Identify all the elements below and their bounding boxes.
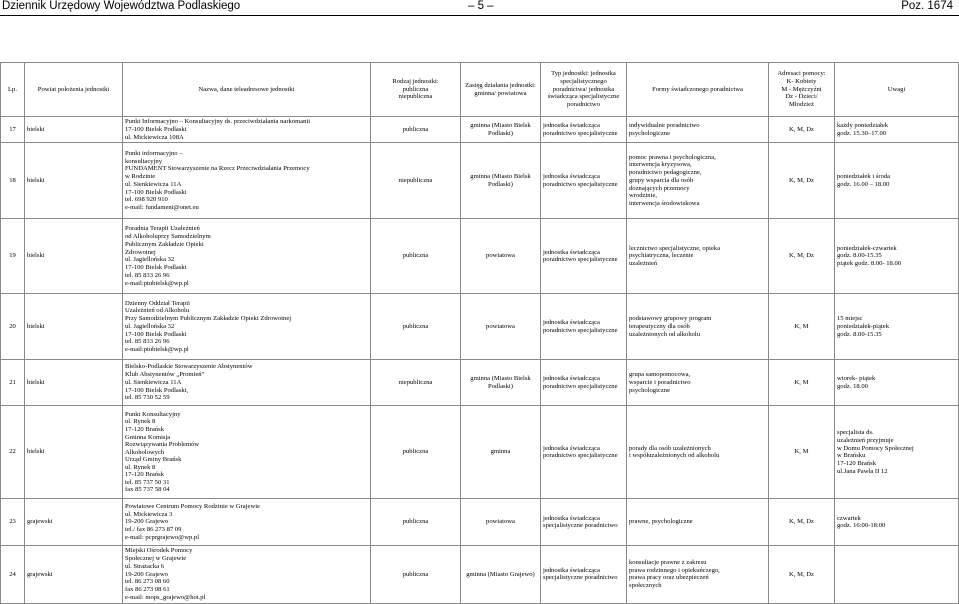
cell-rodzaj: publiczna <box>371 406 461 499</box>
cell-powiat: bielski <box>25 360 123 406</box>
cell-zasieg: gminna (Miasto Bielsk Podlaski) <box>461 143 541 219</box>
header-rule <box>0 15 959 16</box>
cell-rodzaj: publiczna <box>371 546 461 603</box>
cell-powiat: bielski <box>25 406 123 499</box>
cell-uwagi: każdy poniedziałek godz. 15.30–17.00 <box>835 117 959 143</box>
cell-adresaci: K, M, Dz <box>769 219 835 294</box>
cell-formy: konsultacje prawne z zakresu prawa rodzinnego i opiekuńczego, prawa pracy oraz ubezpieczeń społecznych <box>627 546 769 603</box>
col-header-formy: Formy świadczonego poradnictwa <box>627 63 769 117</box>
cell-rodzaj: publiczna <box>371 117 461 143</box>
col-header-adresaci: Adresaci pomocy: K- Kobiety M - Mężczyźni Dz - Dzieci/ Młodzież <box>769 63 835 117</box>
cell-typ: jednostka świadcząca specjalistyczne poradnictwo <box>541 499 627 546</box>
cell-lp: 18 <box>1 143 25 219</box>
col-header-zasieg: Zasięg działania jednostki: gminna/ powiatowa <box>461 63 541 117</box>
cell-rodzaj: niepubliczna <box>371 143 461 219</box>
cell-formy: pomoc prawna i psychologiczna, interwencja kryzysowa, poradnictwo pedagogiczne, grupy wsparcia dla osób doznających przemocy wrodzinie, interwencja środowiskowa <box>627 143 769 219</box>
cell-zasieg: gminna (Miasto Grajewo) <box>461 546 541 603</box>
cell-formy: podstawowy grupowy program terapeutyczny dla osób uzależnionych od alkoholu <box>627 294 769 360</box>
cell-uwagi: 15 miejsc poniedziałek-piątek godz. 8.00-15.35 <box>835 294 959 360</box>
table-row <box>1 294 959 360</box>
page-header <box>0 0 959 14</box>
cell-lp: 23 <box>1 499 25 546</box>
col-header-typ: Typ jednostki: jednostka specjalistycznego poradnictwa/ jednostka świadcząca specjalistyczne poradnictwo <box>541 63 627 117</box>
cell-lp: 21 <box>1 360 25 406</box>
cell-zasieg: powiatowa <box>461 294 541 360</box>
cell-powiat: bielski <box>25 143 123 219</box>
table-row <box>1 143 959 219</box>
cell-adresaci: K, M, Dz <box>769 143 835 219</box>
cell-uwagi: czwartek godz. 16:00-18:00 <box>835 499 959 546</box>
table-row <box>1 360 959 406</box>
cell-nazwa: Punkt informacyjno – konsultacyjny FUNDAMENT Stowarzyszenie na Rzecz Przeciwdziałania Przemocy w Rodzinie ul. Sienkiewicza 11A 17-100 Bielsk Podlaski tel. 698 920 910 e-mail: fundament@onet.eu <box>123 143 371 219</box>
table-header-row <box>1 63 959 117</box>
cell-nazwa: Punkt Informacyjno – Konsultacyjny ds. przeciwdziałania narkomanii 17-100 Bielsk Podlaski ul. Mickiewicza 108A <box>123 117 371 143</box>
table-row <box>1 546 959 603</box>
cell-lp: 20 <box>1 294 25 360</box>
cell-lp: 19 <box>1 219 25 294</box>
cell-formy: grupa samopomocowa, wsparcie i poradnictwo psychologiczne <box>627 360 769 406</box>
table-row <box>1 499 959 546</box>
cell-typ: jednostka świadcząca poradnictwo specjalistyczne <box>541 219 627 294</box>
cell-adresaci: K, M, Dz <box>769 117 835 143</box>
table-row <box>1 117 959 143</box>
cell-powiat: bielski <box>25 294 123 360</box>
cell-uwagi: specjalista ds. uzależnień przyjmuje w Domu Pomocy Społecznej w Brańsku 17-120 Brańsk ul.Jana Pawła II 12 <box>835 406 959 499</box>
cell-formy: lecznictwo specjalistyczne, opieka psychiatryczna, leczenie uzależnień <box>627 219 769 294</box>
cell-adresaci: K, M <box>769 294 835 360</box>
cell-zasieg: gminna (Miasto Bielsk Podlaski) <box>461 360 541 406</box>
cell-adresaci: K, M, Dz <box>769 546 835 603</box>
cell-rodzaj: publiczna <box>371 294 461 360</box>
cell-uwagi <box>835 546 959 603</box>
cell-typ: jednostka świadcząca poradnictwo specjalistyczne <box>541 406 627 499</box>
cell-adresaci: K, M, Dz <box>769 499 835 546</box>
cell-typ: jednostka świadcząca poradnictwo specjalistyczne <box>541 143 627 219</box>
position-number: Poz. 1674 <box>901 0 953 12</box>
cell-zasieg: gminna (Miasto Bielsk Podlaski) <box>461 117 541 143</box>
table-row <box>1 219 959 294</box>
cell-nazwa: Dzienny Oddział Terapii Uzależnień od Alkoholu Przy Samodzielnym Publicznym Zakładzie Opieki Zdrowotnej ul. Jagiellońska 32 17-100 Bielsk Podlaski tel. 85 833 26 96 e-mail:ptubielsk@wp.pl <box>123 294 371 360</box>
cell-typ: jednostka świadcząca specjalistyczne poradnictwo <box>541 546 627 603</box>
col-header-nazwa: Nazwa, dane teleadresowe jednostki <box>123 63 371 117</box>
cell-powiat: grajewski <box>25 499 123 546</box>
col-header-lp: Lp. <box>1 63 25 117</box>
cell-zasieg: powiatowa <box>461 499 541 546</box>
col-header-rodzaj: Rodzaj jednostki: publiczna niepubliczna <box>371 63 461 117</box>
cell-rodzaj: niepubliczna <box>371 360 461 406</box>
cell-zasieg: gminna <box>461 406 541 499</box>
cell-powiat: bielski <box>25 117 123 143</box>
table-row <box>1 406 959 499</box>
cell-formy: porady dla osób uzależnionych i współuzależnionych od alkoholu <box>627 406 769 499</box>
cell-lp: 17 <box>1 117 25 143</box>
col-header-uwagi: Uwagi <box>835 63 959 117</box>
col-header-powiat: Powiat położenia jednostki <box>25 63 123 117</box>
cell-nazwa: Powiatowe Centrum Pomocy Rodzinie w Grajewie ul. Mickiewicza 3 19-200 Grajewo tel./ fax 86 273 87 09 e-mail: pcprgrajewo@wp.pl <box>123 499 371 546</box>
cell-uwagi: poniedziałek i środa godz. 16.00 – 18.00 <box>835 143 959 219</box>
cell-typ: jednostka świadcząca poradnictwo specjalistyczne <box>541 117 627 143</box>
cell-adresaci: K, M <box>769 406 835 499</box>
cell-nazwa: Miejski Ośrodek Pomocy Społecznej w Grajewie ul. Strażacka 6 19-200 Grajewo tel. 86 273 08 60 fax 86 273 08 61 e-mail: mops_grajewo@hot.pl <box>123 546 371 603</box>
cell-uwagi: poniedziałek-czwartek godz. 8.00-15.35 piątek godz. 8.00- 18.00 <box>835 219 959 294</box>
cell-nazwa: Poradnia Terapii Uzależnień od Alkoholuprzy Samodzielnym Publicznym Zakładzie Opieki Zdrowotnej ul. Jagiellońska 32 17-100 Bielsk Podlaski tel. 85 833 26 96 e-mail:ptubielsk@wp.pl <box>123 219 371 294</box>
cell-formy: prawne, psychologiczne <box>627 499 769 546</box>
cell-typ: jednostka świadcząca poradnictwo specjalistyczne <box>541 360 627 406</box>
cell-zasieg: powiatowa <box>461 219 541 294</box>
cell-adresaci: K, M <box>769 360 835 406</box>
page-number: – 5 – <box>468 0 494 12</box>
cell-powiat: grajewski <box>25 546 123 603</box>
cell-uwagi: wtorek- piątek godz. 18.00 <box>835 360 959 406</box>
cell-lp: 24 <box>1 546 25 603</box>
cell-typ: jednostka świadcząca poradnictwo specjalistyczne <box>541 294 627 360</box>
journal-title: Dziennik Urzędowy Województwa Podlaskiego <box>2 0 241 12</box>
cell-lp: 22 <box>1 406 25 499</box>
services-table <box>0 62 959 604</box>
cell-nazwa: Punkt Konsultacyjny ul. Rynek 8 17-120 Brańsk Gminna Komisja Rozwiązywania Problemów Alkoholowych Urząd Gminy Brańsk ul. Rynek 8 17-120 Brańsk tel. 85 737 50 31 fax 85 737 58 04 <box>123 406 371 499</box>
cell-nazwa: Bielsko-Podlaskie Stowarzyszenie Abstynentów Klub Abstynentów „Promień” ul. Sienkiewicza 11A 17-100 Bielsk Podlaski, tel. 85 730 52 59 <box>123 360 371 406</box>
cell-formy: indywidualne poradnictwo psychologiczne <box>627 117 769 143</box>
cell-rodzaj: publiczna <box>371 219 461 294</box>
cell-rodzaj: publiczna <box>371 499 461 546</box>
cell-powiat: bielski <box>25 219 123 294</box>
